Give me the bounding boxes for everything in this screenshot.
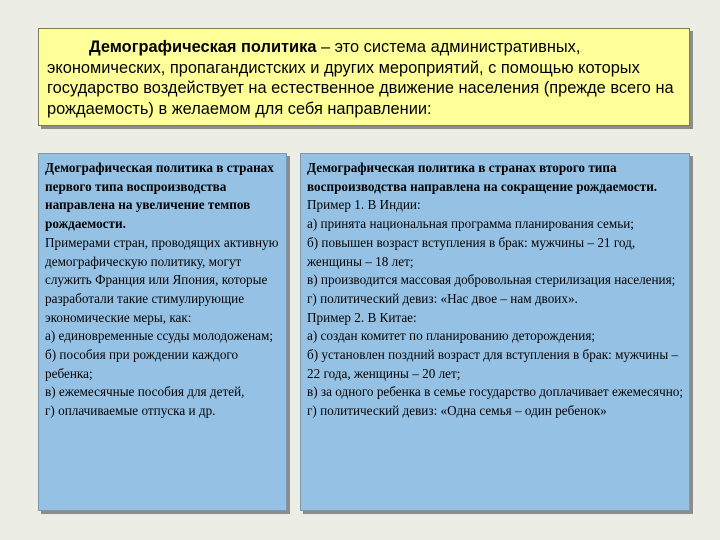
second-type-heading: Демографическая политика в странах второго типа воспроизводства направлена на сокращение рождаемости. [307, 160, 658, 194]
china-measure-a: а) создан комитет по планированию деторождения; [307, 328, 596, 344]
first-type-measure-b: б) пособия при рождении каждого ребенка; [45, 347, 239, 381]
first-type-measure-a: а) единовременные ссуды молодоженам; [45, 328, 274, 344]
india-measure-a: а) принята национальная программа планирования семьи; [307, 216, 634, 232]
china-motto: г) политический девиз: «Одна семья – один ребенок» [307, 403, 607, 419]
first-type-measure-c: в) ежемесячные пособия для детей, [45, 384, 245, 400]
first-type-measure-d: г) оплачиваемые отпуска и др. [45, 403, 216, 419]
definition-box [38, 28, 690, 126]
india-motto: г) политический девиз: «Нас двое – нам двоих». [307, 290, 578, 306]
second-type-panel [300, 153, 690, 511]
china-measure-c: в) за одного ребенка в семье государство доплачивает ежемесячно; [307, 384, 684, 400]
definition-text: – это система административных, экономических, пропагандистских и других мероприятий, с помощью которых государство воздействует на естественное движение населения (прежде всего на рождаемость) в желаемом для себя направлении: [47, 38, 674, 118]
india-measure-b: б) повышен возраст вступления в брак: мужчины – 21 год, женщины – 18 лет; [307, 234, 636, 269]
first-type-panel [38, 153, 287, 511]
first-type-heading: Демографическая политика в странах первого типа воспроизводства направлена на увеличение темпов рождаемости. [45, 160, 274, 232]
first-type-examples: Примерами стран, проводящих активную демографическую политику, могут служить Франция или Япония, которые разработали такие стимулирующие экономические меры, как: [45, 234, 279, 325]
definition-term: Демографическая политика [89, 38, 317, 56]
india-example-title: Пример 1. В Индии: [307, 197, 421, 213]
china-example-title: Пример 2. В Китае: [307, 309, 417, 325]
india-measure-c: в) производится массовая добровольная стерилизация населения; [307, 272, 676, 288]
china-measure-b: б) установлен поздний возраст для вступления в брак: мужчины – 22 года, женщины – 20 лет; [307, 347, 679, 381]
